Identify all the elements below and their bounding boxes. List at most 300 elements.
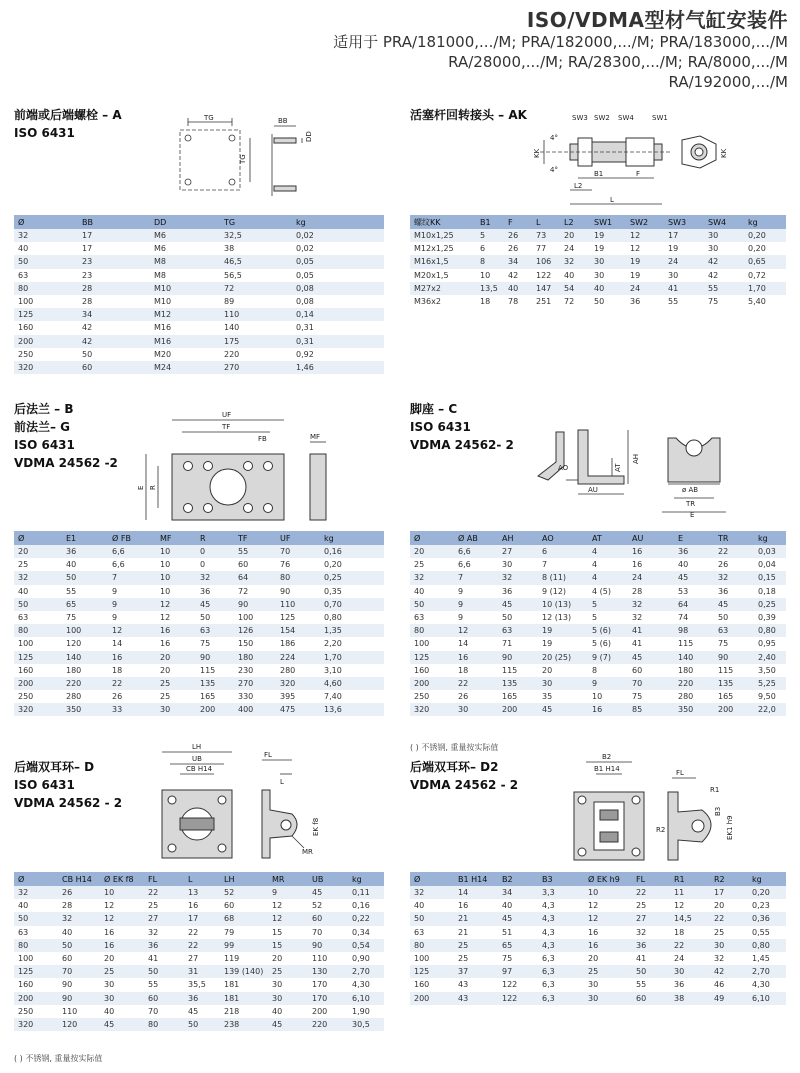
table-cell: 40 (62, 558, 108, 571)
table-cell: 7 (108, 571, 156, 584)
table-cell: 17 (184, 912, 220, 925)
table-cell: 63 (14, 611, 62, 624)
table-cell: M10x1,25 (410, 229, 476, 242)
table-row (14, 321, 384, 334)
table-cell: 42 (504, 269, 532, 282)
table-row (410, 611, 786, 624)
table-cell: 70 (628, 677, 674, 690)
column-header: MF (156, 531, 196, 545)
dim-label: MF (310, 433, 321, 441)
table-cell: 8 (11) (538, 571, 588, 584)
column-header: MR (268, 872, 308, 886)
heading-line: ISO 6431 (14, 438, 75, 452)
table-cell: 12 (156, 598, 196, 611)
table-cell: 0,02 (292, 229, 384, 242)
table-cell: 34 (78, 308, 150, 321)
table-cell: 9 (108, 611, 156, 624)
table-cell: 53 (674, 585, 714, 598)
table-cell: 110 (220, 308, 292, 321)
table-cell: 32 (714, 571, 754, 584)
column-header: kg (754, 531, 786, 545)
column-header: SW4 (704, 215, 744, 229)
table-cell: 0,55 (748, 926, 786, 939)
table-cell: M8 (150, 269, 220, 282)
table-row (14, 886, 384, 899)
table-cell: 17 (710, 886, 748, 899)
table-cell: 0 (196, 545, 234, 558)
table-cell: 4,3 (538, 912, 584, 925)
table-cell: 9 (588, 677, 628, 690)
table-cell: 180 (62, 664, 108, 677)
table-cell: M36x2 (410, 295, 476, 308)
table-cell: 400 (234, 703, 276, 716)
dim-label: KK (533, 148, 541, 158)
table-cell: 50 (14, 598, 62, 611)
table-cell: 24 (560, 242, 590, 255)
table-cell: 25 (100, 965, 144, 978)
table-cell: 90 (498, 651, 538, 664)
table-cell: 5,25 (754, 677, 786, 690)
table-cell: 26 (58, 886, 100, 899)
table-cell: 0,25 (754, 598, 786, 611)
table-cell: 20 (538, 664, 588, 677)
table-cell: 6,6 (108, 558, 156, 571)
table-row (14, 242, 384, 255)
table-cell: M12x1,25 (410, 242, 476, 255)
column-header: Ø EK h9 (584, 872, 632, 886)
dim-label: ø AB (682, 486, 699, 494)
table-cell: 63 (410, 611, 454, 624)
table-cell: 20 (14, 545, 62, 558)
table-cell: 28 (628, 585, 674, 598)
table-cell: 60 (628, 664, 674, 677)
table-cell: 15 (268, 939, 308, 952)
column-header: LH (220, 872, 268, 886)
table-row (14, 295, 384, 308)
dim-label: E (690, 511, 695, 519)
table-cell: 20 (156, 664, 196, 677)
table-cell: 14 (108, 637, 156, 650)
table-cell: 17 (78, 229, 150, 242)
table-cell: 17 (664, 229, 704, 242)
table-a (14, 215, 384, 374)
subtitle-line: 适用于 PRA/181000,.../M; PRA/182000,.../M; PRA/183000,.../M (333, 33, 788, 51)
table-cell: 23 (78, 255, 150, 268)
table-row (14, 545, 384, 558)
table-cell: 1,35 (320, 624, 384, 637)
table-cell: 20 (410, 545, 454, 558)
heading-line: 后端双耳环– D (14, 760, 95, 774)
column-header: FL (144, 872, 184, 886)
table-cell: 125 (410, 965, 454, 978)
table-row (410, 690, 786, 703)
table-cell: 165 (498, 690, 538, 703)
table-cell: 55 (704, 282, 744, 295)
table-row (14, 611, 384, 624)
dim-label: L (610, 196, 614, 204)
table-cell: 24 (664, 255, 704, 268)
table-cell: 5 (588, 598, 628, 611)
table-cell: 32 (628, 598, 674, 611)
table-cell: 77 (532, 242, 560, 255)
table-cell: 22 (632, 886, 670, 899)
heading-line: ISO 6431 (410, 420, 471, 434)
table-cell: 24 (628, 571, 674, 584)
table-cell: 12 (626, 242, 664, 255)
table-cell: 110 (58, 1005, 100, 1018)
table-cell: 140 (62, 651, 108, 664)
table-cell: 45 (268, 1018, 308, 1031)
table-cell: 25 (454, 952, 498, 965)
heading-line: 前端或后端螺栓 – A (14, 108, 122, 122)
table-cell: 4,60 (320, 677, 384, 690)
table-cell: 9 (108, 598, 156, 611)
table-cell: 170 (308, 978, 348, 991)
table-cell: 100 (234, 611, 276, 624)
table-cell: M6 (150, 229, 220, 242)
table-cell: 16 (588, 703, 628, 716)
table-cell: 5 (476, 229, 504, 242)
table-cell: 60 (308, 912, 348, 925)
table-row (14, 952, 384, 965)
table-cell: 1,46 (292, 361, 384, 374)
table-cell: 100 (410, 952, 454, 965)
table-row (410, 886, 786, 899)
heading-line: 后法兰 – B (14, 402, 74, 416)
table-row (14, 282, 384, 295)
table-cell: 12 (108, 624, 156, 637)
column-header: Ø (14, 872, 58, 886)
table-cell: 40 (14, 242, 78, 255)
table-cell: 45 (308, 886, 348, 899)
table-cell: 320 (14, 361, 78, 374)
table-cell: 165 (714, 690, 754, 703)
table-cell: 181 (220, 992, 268, 1005)
table-cell: 4 (5) (588, 585, 628, 598)
table-cell: 5 (6) (588, 624, 628, 637)
table-cell: 4,30 (748, 978, 786, 991)
table-row (14, 558, 384, 571)
table-cell: 6 (538, 545, 588, 558)
table-cell: 140 (220, 321, 292, 334)
table-cell: 0,80 (748, 939, 786, 952)
table-cell: 28 (78, 295, 150, 308)
header-row (14, 215, 384, 229)
dim-label: B2 (602, 753, 612, 761)
table-cell: 90 (58, 978, 100, 991)
table-cell: 26 (504, 242, 532, 255)
table-cell: 75 (714, 637, 754, 650)
dim-label: F (636, 170, 641, 178)
table-row (14, 598, 384, 611)
column-header: AH (498, 531, 538, 545)
table-cell: 64 (674, 598, 714, 611)
table-cell: 17 (78, 242, 150, 255)
table-row (14, 269, 384, 282)
table-cell: 10 (13) (538, 598, 588, 611)
table-cell: 43 (454, 978, 498, 991)
table-cell: 30 (670, 965, 710, 978)
table-row (410, 242, 786, 255)
table-cell: 16 (156, 637, 196, 650)
table-cell: 50 (590, 295, 626, 308)
table-cell: 16 (108, 651, 156, 664)
table-cell: 9 (7) (588, 651, 628, 664)
table-cell: 60 (234, 558, 276, 571)
table-cell: 60 (220, 899, 268, 912)
table-cell: 30 (704, 229, 744, 242)
table-cell: 6,6 (454, 545, 498, 558)
table-cell: 49 (710, 992, 748, 1005)
table-cell: 12 (626, 229, 664, 242)
table-cell: 9 (454, 598, 498, 611)
table-cell: 12 (13) (538, 611, 588, 624)
table-cell: 60 (144, 992, 184, 1005)
column-header: Ø (14, 215, 78, 229)
table-cell: 75 (62, 611, 108, 624)
table-cell: 18 (670, 926, 710, 939)
table-cell: 6,3 (538, 952, 584, 965)
table-row (14, 335, 384, 348)
table-cell: 9 (268, 886, 308, 899)
table-cell: 30 (100, 992, 144, 1005)
column-header: 螺纹KK (410, 215, 476, 229)
table-cell: 0,34 (348, 926, 384, 939)
table-cell: 42 (78, 321, 150, 334)
page-title: ISO/VDMA型材气缸安装件 (526, 8, 788, 32)
table-cell: 320 (410, 703, 454, 716)
table-cell: 19 (664, 242, 704, 255)
column-header: B2 (498, 872, 538, 886)
table-cell: 18 (108, 664, 156, 677)
table-row (410, 624, 786, 637)
table-cell: 65 (62, 598, 108, 611)
table-cell: 30 (590, 269, 626, 282)
table-cell: 230 (234, 664, 276, 677)
table-cell: 1,70 (320, 651, 384, 664)
table-cell: 320 (14, 1018, 58, 1031)
table-cell: 28 (58, 899, 100, 912)
table-cell: 40 (560, 269, 590, 282)
table-cell: 45 (498, 912, 538, 925)
table-cell: 115 (714, 664, 754, 677)
dim-label: FB (258, 435, 267, 443)
table-cell: 36 (62, 545, 108, 558)
table-cell: 75 (498, 952, 538, 965)
table-row (410, 571, 786, 584)
table-cell: M8 (150, 255, 220, 268)
heading-line: VDMA 24562- 2 (410, 438, 514, 452)
table-cell: 30 (710, 939, 748, 952)
table-d2 (410, 872, 786, 1005)
dim-label: B1 H14 (594, 765, 620, 773)
table-cell: 0,80 (320, 611, 384, 624)
table-cell: 220 (308, 1018, 348, 1031)
table-cell: 41 (632, 952, 670, 965)
column-header: TF (234, 531, 276, 545)
table-row (410, 558, 786, 571)
table-cell: 6,10 (348, 992, 384, 1005)
table-cell: 42 (704, 269, 744, 282)
table-row (410, 637, 786, 650)
column-header: L (532, 215, 560, 229)
table-cell: 19 (626, 269, 664, 282)
table-cell: 200 (196, 703, 234, 716)
table-cell: 45 (538, 703, 588, 716)
column-header: Ø (14, 531, 62, 545)
section-b-drawing (138, 408, 338, 528)
table-cell: 0,23 (748, 899, 786, 912)
table-cell: 63 (714, 624, 754, 637)
table-cell: 0,22 (348, 912, 384, 925)
table-cell: 25 (268, 965, 308, 978)
dim-label: E (137, 485, 145, 490)
table-cell: 16 (584, 926, 632, 939)
table-cell: 99 (220, 939, 268, 952)
table-cell: 6,6 (454, 558, 498, 571)
table-row (14, 308, 384, 321)
table-cell: 32 (144, 926, 184, 939)
column-header: DD (150, 215, 220, 229)
table-cell: 70 (276, 545, 320, 558)
table-cell: 22 (454, 677, 498, 690)
table-cell: 16 (100, 939, 144, 952)
table-cell: 55 (62, 585, 108, 598)
table-cell: 0,92 (292, 348, 384, 361)
dim-label: TG (204, 114, 214, 122)
table-cell: 0,31 (292, 335, 384, 348)
table-cell: 25 (156, 690, 196, 703)
column-header: Ø FB (108, 531, 156, 545)
table-cell: 170 (308, 992, 348, 1005)
dim-label: DD (305, 131, 313, 142)
table-cell: 20 (560, 229, 590, 242)
table-cell: 280 (62, 690, 108, 703)
table-cell: 5,40 (744, 295, 786, 308)
table-cell: 63 (14, 269, 78, 282)
table-cell: 55 (632, 978, 670, 991)
dim-label: SW1 (652, 114, 668, 122)
dim-label: L (280, 778, 284, 786)
table-cell: 200 (498, 703, 538, 716)
column-header: Ø EK f8 (100, 872, 144, 886)
table-cell: 16 (454, 651, 498, 664)
table-cell: 41 (628, 624, 674, 637)
column-header: AT (588, 531, 628, 545)
table-cell: 0,20 (744, 229, 786, 242)
table-cell: 22 (710, 912, 748, 925)
table-cell: 26 (714, 558, 754, 571)
table-cell: 12 (454, 624, 498, 637)
table-row (14, 664, 384, 677)
column-header: BB (78, 215, 150, 229)
table-cell: 40 (14, 899, 58, 912)
column-header: E (674, 531, 714, 545)
table-cell: 40 (674, 558, 714, 571)
heading-line: 前法兰– G (14, 420, 71, 434)
table-row (14, 992, 384, 1005)
table-cell: 19 (626, 255, 664, 268)
table-cell: 25 (410, 558, 454, 571)
table-cell: 90 (196, 651, 234, 664)
table-cell: 45 (628, 651, 674, 664)
table-cell: 20 (268, 952, 308, 965)
column-header: FL (632, 872, 670, 886)
table-cell: 125 (14, 965, 58, 978)
table-cell: 8 (476, 255, 504, 268)
table-cell: 8 (588, 664, 628, 677)
table-cell: 122 (498, 992, 538, 1005)
table-cell: 140 (674, 651, 714, 664)
dim-label: EK f8 (312, 817, 320, 836)
table-cell: 126 (234, 624, 276, 637)
table-cell: 12 (100, 912, 144, 925)
table-cell: 186 (276, 637, 320, 650)
heading-line: ISO 6431 (14, 778, 75, 792)
table-cell: 25 (454, 939, 498, 952)
table-cell: M12 (150, 308, 220, 321)
table-cell: 106 (532, 255, 560, 268)
column-header: B1 H14 (454, 872, 498, 886)
table-cell: 14,5 (670, 912, 710, 925)
table-cell: 70 (58, 965, 100, 978)
column-header: Ø AB (454, 531, 498, 545)
dim-label: TR (686, 500, 696, 508)
table-cell: 50 (144, 965, 184, 978)
table-cell: 32 (410, 571, 454, 584)
table-c (410, 531, 786, 716)
dim-label: TF (222, 423, 231, 431)
dim-label: EK1 h9 (726, 815, 734, 840)
section-ak-drawing (530, 110, 730, 210)
table-cell: 4,3 (538, 899, 584, 912)
table-cell: 0 (196, 558, 234, 571)
table-cell: 7,40 (320, 690, 384, 703)
table-cell: 46,5 (220, 255, 292, 268)
table-cell: 125 (410, 651, 454, 664)
table-cell: 30 (704, 242, 744, 255)
table-cell: 45 (714, 598, 754, 611)
table-row (14, 978, 384, 991)
header-row (14, 872, 384, 886)
table-cell: 63 (498, 624, 538, 637)
table-cell: 45 (100, 1018, 144, 1031)
table-cell: 22 (108, 677, 156, 690)
table-cell: 180 (674, 664, 714, 677)
table-cell: 38 (670, 992, 710, 1005)
table-cell: 75 (704, 295, 744, 308)
table-cell: 0,04 (754, 558, 786, 571)
column-header: kg (748, 872, 786, 886)
table-row (14, 585, 384, 598)
table-row (410, 545, 786, 558)
table-cell: 238 (220, 1018, 268, 1031)
dim-label: SW4 (618, 114, 634, 122)
table-cell: 13,6 (320, 703, 384, 716)
column-header: R (196, 531, 234, 545)
table-row (14, 571, 384, 584)
table-cell: 350 (62, 703, 108, 716)
table-cell: 52 (220, 886, 268, 899)
table-cell: 224 (276, 651, 320, 664)
dim-label: KK (720, 148, 728, 158)
table-cell: 0,11 (348, 886, 384, 899)
column-header: UB (308, 872, 348, 886)
table-cell: 0,95 (754, 637, 786, 650)
table-cell: 55 (664, 295, 704, 308)
table-cell: 46 (710, 978, 748, 991)
table-cell: 27 (498, 545, 538, 558)
